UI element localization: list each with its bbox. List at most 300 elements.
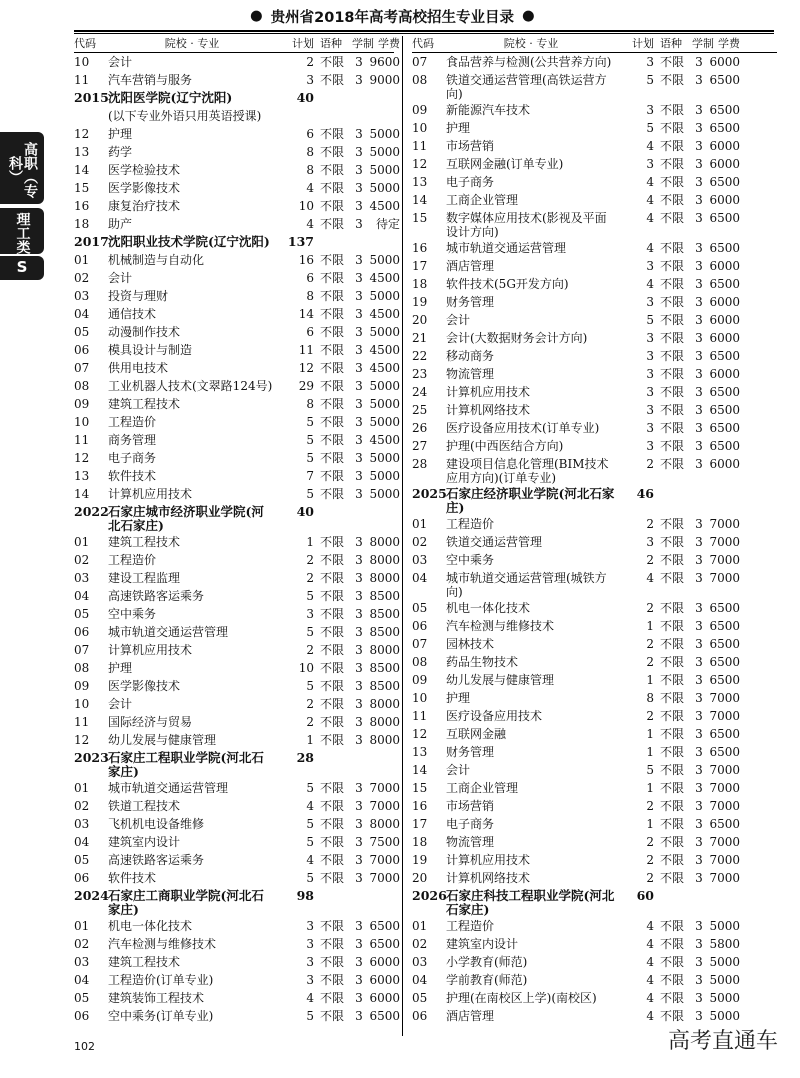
cell-code: 12 <box>412 157 428 171</box>
bullet-icon: ● <box>522 8 535 24</box>
cell-plan: 98 <box>296 888 314 903</box>
table-row <box>412 917 777 935</box>
header-fee: 学费 <box>718 37 740 50</box>
cell-years: 3 <box>355 415 363 429</box>
cell-name: 会计 <box>108 697 133 711</box>
cell-plan: 137 <box>287 234 314 249</box>
cell-lang: 不限 <box>320 1009 345 1023</box>
cell-lang: 不限 <box>660 259 685 273</box>
cell-fee: 5000 <box>369 325 400 339</box>
cell-code: 04 <box>74 973 90 987</box>
cell-lang: 不限 <box>660 709 685 723</box>
cell-lang: 不限 <box>320 625 345 639</box>
cell-plan: 3 <box>646 295 654 309</box>
cell-lang: 不限 <box>320 451 345 465</box>
cell-name: 会计(大数据财务会计方向) <box>446 331 588 345</box>
cell-years: 3 <box>695 385 703 399</box>
cell-name: 通信技术 <box>108 307 157 321</box>
cell-name: 护理 <box>108 127 133 141</box>
cell-lang: 不限 <box>660 1009 685 1023</box>
cell-name: 石家庄工程职业学院(河北石家庄) <box>108 750 264 779</box>
cell-code: 03 <box>74 817 90 831</box>
table-row <box>412 851 777 869</box>
table-row <box>412 515 777 533</box>
cell-years: 3 <box>695 403 703 417</box>
cell-lang: 不限 <box>660 781 685 795</box>
cell-lang: 不限 <box>320 199 345 213</box>
cell-name: 高速铁路客运乘务 <box>108 853 205 867</box>
cell-name: 工程造价 <box>108 415 157 429</box>
table-row <box>74 659 400 677</box>
table-row <box>412 401 777 419</box>
cell-code: 01 <box>412 517 428 531</box>
cell-name: 移动商务 <box>446 349 495 363</box>
cell-lang: 不限 <box>320 55 345 69</box>
cell-code: 13 <box>74 469 90 483</box>
cell-name: 计算机应用技术 <box>108 487 193 501</box>
cell-name: 酒店管理 <box>446 259 495 273</box>
cell-code: 20 <box>412 871 428 885</box>
side-tab-label: S <box>16 258 28 276</box>
cell-name: 食品营养与检测(公共营养方向) <box>446 55 612 69</box>
cell-plan: 1 <box>646 673 654 687</box>
cell-lang: 不限 <box>660 295 685 309</box>
table-row <box>74 953 400 971</box>
column-header <box>412 34 777 53</box>
table-row <box>74 851 400 869</box>
cell-code: 11 <box>412 709 428 723</box>
cell-name: 建筑工程技术 <box>108 535 181 549</box>
table-row <box>412 971 777 989</box>
cell-code: 07 <box>412 637 428 651</box>
cell-fee: 8000 <box>369 817 400 831</box>
cell-fee: 5000 <box>369 127 400 141</box>
cell-years: 3 <box>355 343 363 357</box>
cell-fee: 6500 <box>709 637 740 651</box>
cell-plan: 2 <box>646 553 654 567</box>
cell-plan: 6 <box>306 325 314 339</box>
cell-plan: 4 <box>646 211 654 225</box>
cell-name: 计算机应用技术 <box>446 385 531 399</box>
cell-lang: 不限 <box>660 331 685 345</box>
cell-lang: 不限 <box>320 271 345 285</box>
cell-code: 12 <box>74 451 90 465</box>
cell-fee: 5000 <box>369 145 400 159</box>
cell-code: 03 <box>412 553 428 567</box>
table-row <box>74 935 400 953</box>
cell-years: 3 <box>355 643 363 657</box>
cell-name: 工程造价 <box>108 553 157 567</box>
table-row <box>74 569 400 587</box>
side-tab-letter <box>0 256 44 280</box>
cell-code: 10 <box>74 415 90 429</box>
table-row <box>74 623 400 641</box>
cell-lang: 不限 <box>320 937 345 951</box>
cell-fee: 7000 <box>369 799 400 813</box>
cell-years: 3 <box>695 781 703 795</box>
cell-code: 25 <box>412 403 428 417</box>
cell-code: 18 <box>412 277 428 291</box>
cell-lang: 不限 <box>320 433 345 447</box>
table-row <box>74 251 400 269</box>
cell-fee: 6000 <box>709 367 740 381</box>
cell-plan: 28 <box>296 750 314 765</box>
table-row <box>412 953 777 971</box>
cell-lang: 不限 <box>660 55 685 69</box>
table-row <box>74 197 400 215</box>
cell-years: 3 <box>355 325 363 339</box>
cell-code: 2015 <box>74 90 109 105</box>
cell-years: 3 <box>355 487 363 501</box>
cell-fee: 8000 <box>369 715 400 729</box>
left-column <box>74 34 400 1025</box>
table-row <box>74 179 400 197</box>
cell-code: 03 <box>74 289 90 303</box>
cell-years: 3 <box>695 937 703 951</box>
cell-plan: 5 <box>306 589 314 603</box>
cell-fee: 7000 <box>709 763 740 777</box>
cell-fee: 4500 <box>369 343 400 357</box>
cell-years: 3 <box>355 799 363 813</box>
cell-lang: 不限 <box>660 619 685 633</box>
cell-name: 沈阳医学院(辽宁沈阳) <box>108 90 233 105</box>
cell-name: 软件技术(5G开发方向) <box>446 277 569 291</box>
cell-name: 护理(中西医结合方向) <box>446 439 564 453</box>
cell-name: 会计 <box>446 763 471 777</box>
cell-years: 3 <box>695 655 703 669</box>
table-row <box>74 125 400 143</box>
cell-lang: 不限 <box>320 553 345 567</box>
table-row <box>412 383 777 401</box>
cell-lang: 不限 <box>320 535 345 549</box>
cell-years: 3 <box>695 175 703 189</box>
cell-plan: 46 <box>636 486 654 501</box>
cell-fee: 7000 <box>709 781 740 795</box>
cell-code: 10 <box>412 121 428 135</box>
cell-lang: 不限 <box>660 601 685 615</box>
cell-plan: 5 <box>646 121 654 135</box>
cell-years: 3 <box>355 817 363 831</box>
cell-plan: 5 <box>306 679 314 693</box>
cell-code: 2025 <box>412 486 447 501</box>
cell-lang: 不限 <box>660 691 685 705</box>
cell-years: 3 <box>695 709 703 723</box>
table-row <box>74 359 400 377</box>
cell-fee: 6500 <box>709 241 740 255</box>
cell-years: 3 <box>355 553 363 567</box>
cell-lang: 不限 <box>660 385 685 399</box>
cell-lang: 不限 <box>660 553 685 567</box>
cell-years: 3 <box>695 727 703 741</box>
cell-lang: 不限 <box>320 361 345 375</box>
cell-code: 07 <box>412 55 428 69</box>
cell-code: 2024 <box>74 888 109 903</box>
table-row <box>74 815 400 833</box>
cell-code: 13 <box>74 145 90 159</box>
cell-fee: 6500 <box>709 121 740 135</box>
cell-years: 3 <box>355 835 363 849</box>
table-row <box>412 257 777 275</box>
cell-years: 3 <box>695 991 703 1005</box>
cell-plan: 3 <box>306 937 314 951</box>
cell-fee: 6500 <box>709 655 740 669</box>
cell-plan: 4 <box>646 919 654 933</box>
cell-years: 3 <box>355 289 363 303</box>
cell-plan: 1 <box>646 817 654 831</box>
cell-years: 3 <box>355 253 363 267</box>
cell-name: 模具设计与制造 <box>108 343 193 357</box>
table-row <box>412 101 777 119</box>
cell-fee: 5000 <box>369 379 400 393</box>
cell-lang: 不限 <box>660 139 685 153</box>
table-row <box>74 467 400 485</box>
cell-code: 20 <box>412 313 428 327</box>
cell-plan: 2 <box>646 517 654 531</box>
cell-fee: 7000 <box>709 871 740 885</box>
table-row <box>74 377 400 395</box>
cell-plan: 4 <box>646 1009 654 1023</box>
header-name: 院校 · 专业 <box>164 37 220 50</box>
cell-name: 投资与理财 <box>108 289 169 303</box>
cell-plan: 2 <box>306 715 314 729</box>
cell-years: 3 <box>695 619 703 633</box>
cell-fee: 5000 <box>369 397 400 411</box>
table-row <box>74 989 400 1007</box>
cell-fee: 7000 <box>709 799 740 813</box>
cell-years: 3 <box>355 145 363 159</box>
cell-plan: 4 <box>306 181 314 195</box>
cell-lang: 不限 <box>660 367 685 381</box>
cell-lang: 不限 <box>660 817 685 831</box>
cell-code: 26 <box>412 421 428 435</box>
cell-name: 软件技术 <box>108 469 157 483</box>
cell-fee: 5000 <box>369 469 400 483</box>
cell-code: 13 <box>412 745 428 759</box>
cell-code: 06 <box>74 871 90 885</box>
cell-code: 18 <box>74 217 90 231</box>
cell-lang: 不限 <box>660 457 685 471</box>
cell-fee: 4500 <box>369 433 400 447</box>
cell-fee: 6500 <box>709 73 740 87</box>
cell-years: 3 <box>695 439 703 453</box>
cell-name: 工业机器人技术(文翠路124号) <box>108 379 273 393</box>
cell-fee: 6500 <box>709 175 740 189</box>
table-row <box>412 347 777 365</box>
cell-code: 08 <box>412 73 428 87</box>
cell-lang: 不限 <box>320 163 345 177</box>
table-row <box>412 329 777 347</box>
cell-code: 24 <box>412 385 428 399</box>
cell-lang: 不限 <box>320 415 345 429</box>
header-lang: 语种 <box>320 37 342 50</box>
table-row <box>412 191 777 209</box>
cell-name: 机械制造与自动化 <box>108 253 205 267</box>
cell-name: 机电一体化技术 <box>108 919 193 933</box>
cell-name: 医学影像技术 <box>108 679 181 693</box>
cell-fee: 4500 <box>369 199 400 213</box>
cell-plan: 8 <box>306 397 314 411</box>
table-row <box>74 395 400 413</box>
cell-years: 3 <box>695 193 703 207</box>
table-row <box>412 365 777 383</box>
cell-code: 01 <box>74 919 90 933</box>
cell-plan: 3 <box>646 259 654 273</box>
table-row <box>74 305 400 323</box>
table-row <box>74 533 400 551</box>
cell-fee: 7000 <box>369 871 400 885</box>
side-tab-subject <box>0 208 44 254</box>
cell-plan: 8 <box>646 691 654 705</box>
cell-code: 2026 <box>412 888 447 903</box>
cell-plan: 2 <box>646 601 654 615</box>
cell-plan: 5 <box>306 835 314 849</box>
cell-code: 07 <box>74 361 90 375</box>
cell-fee: 8000 <box>369 643 400 657</box>
cell-years: 3 <box>355 679 363 693</box>
cell-plan: 4 <box>306 217 314 231</box>
header-code: 代码 <box>74 37 96 50</box>
table-row <box>74 161 400 179</box>
cell-lang: 不限 <box>320 853 345 867</box>
cell-fee: 7000 <box>709 553 740 567</box>
page-number: 102 <box>74 1040 95 1053</box>
cell-plan: 3 <box>306 919 314 933</box>
table-row <box>74 677 400 695</box>
cell-plan: 8 <box>306 145 314 159</box>
cell-fee: 7000 <box>369 781 400 795</box>
table-row <box>74 1007 400 1025</box>
cell-fee: 6500 <box>709 421 740 435</box>
cell-lang: 不限 <box>660 991 685 1005</box>
cell-name: 汽车营销与服务 <box>108 73 193 87</box>
cell-years: 3 <box>355 307 363 321</box>
cell-code: 2023 <box>74 750 109 765</box>
cell-fee: 8000 <box>369 571 400 585</box>
table-row <box>412 137 777 155</box>
cell-fee: 6500 <box>709 601 740 615</box>
cell-name: 互联网金融 <box>446 727 507 741</box>
cell-name: 高速铁路客运乘务 <box>108 589 205 603</box>
cell-code: 11 <box>74 73 90 87</box>
left-table-body <box>74 53 400 1025</box>
cell-code: 19 <box>412 295 428 309</box>
cell-plan: 3 <box>646 403 654 417</box>
table-row <box>74 215 400 233</box>
cell-code: 05 <box>412 991 428 1005</box>
cell-code: 05 <box>74 325 90 339</box>
cell-code: 18 <box>412 835 428 849</box>
cell-plan: 3 <box>646 367 654 381</box>
cell-plan: 5 <box>306 871 314 885</box>
cell-years: 3 <box>355 715 363 729</box>
table-row <box>74 107 394 125</box>
cell-name: 铁道交通运营管理 <box>446 535 543 549</box>
cell-years: 3 <box>695 103 703 117</box>
school-row <box>74 233 394 251</box>
cell-fee: 8500 <box>369 679 400 693</box>
cell-code: 08 <box>74 379 90 393</box>
cell-fee: 6000 <box>709 331 740 345</box>
cell-plan: 2 <box>646 871 654 885</box>
school-row <box>74 887 394 917</box>
cell-lang: 不限 <box>660 73 685 87</box>
cell-code: 14 <box>412 763 428 777</box>
cell-years: 3 <box>355 451 363 465</box>
cell-fee: 4500 <box>369 307 400 321</box>
table-row <box>412 989 777 1007</box>
cell-years: 3 <box>695 139 703 153</box>
cell-code: 09 <box>412 103 428 117</box>
cell-fee: 6000 <box>709 313 740 327</box>
cell-fee: 5000 <box>369 451 400 465</box>
cell-name: 幼儿发展与健康管理 <box>446 673 555 687</box>
cell-years: 3 <box>355 361 363 375</box>
cell-fee: 待定 <box>375 217 400 231</box>
cell-fee: 6000 <box>709 55 740 69</box>
cell-fee: 6500 <box>709 727 740 741</box>
cell-fee: 6500 <box>709 439 740 453</box>
cell-lang: 不限 <box>660 211 685 225</box>
table-row <box>412 311 777 329</box>
cell-name: 石家庄工商职业学院(河北石家庄) <box>108 888 264 917</box>
cell-fee: 6000 <box>709 295 740 309</box>
cell-plan: 60 <box>636 888 654 903</box>
table-row <box>412 707 777 725</box>
cell-name: 建筑工程技术 <box>108 397 181 411</box>
cell-years: 3 <box>695 601 703 615</box>
cell-name: 建筑室内设计 <box>446 937 519 951</box>
cell-years: 3 <box>355 469 363 483</box>
cell-code: 28 <box>412 457 428 471</box>
cell-plan: 2 <box>646 799 654 813</box>
school-row <box>412 887 777 917</box>
cell-lang: 不限 <box>660 799 685 813</box>
cell-fee: 6500 <box>709 277 740 291</box>
cell-lang: 不限 <box>660 745 685 759</box>
cell-years: 3 <box>355 379 363 393</box>
table-row <box>74 341 400 359</box>
cell-code: 02 <box>74 271 90 285</box>
cell-lang: 不限 <box>320 697 345 711</box>
cell-code: 22 <box>412 349 428 363</box>
table-row <box>412 743 777 761</box>
cell-fee: 5000 <box>709 955 740 969</box>
cell-lang: 不限 <box>660 277 685 291</box>
cell-plan: 3 <box>306 973 314 987</box>
cell-plan: 4 <box>646 193 654 207</box>
cell-plan: 5 <box>646 763 654 777</box>
cell-name: 物流管理 <box>446 367 495 381</box>
cell-plan: 8 <box>306 289 314 303</box>
cell-lang: 不限 <box>660 349 685 363</box>
cell-years: 3 <box>355 607 363 621</box>
cell-years: 3 <box>355 955 363 969</box>
cell-name: 软件技术 <box>108 871 157 885</box>
table-row <box>74 551 400 569</box>
cell-code: 16 <box>412 241 428 255</box>
cell-lang: 不限 <box>320 145 345 159</box>
cell-plan: 10 <box>298 199 314 213</box>
cell-fee: 5000 <box>709 919 740 933</box>
side-tab-label: 理工类 <box>14 212 31 254</box>
table-row <box>74 413 400 431</box>
cell-years: 3 <box>695 973 703 987</box>
cell-plan: 5 <box>306 415 314 429</box>
cell-plan: 2 <box>646 655 654 669</box>
cell-name: 医学检验技术 <box>108 163 181 177</box>
cell-code: 16 <box>74 199 90 213</box>
cell-plan: 2 <box>646 853 654 867</box>
